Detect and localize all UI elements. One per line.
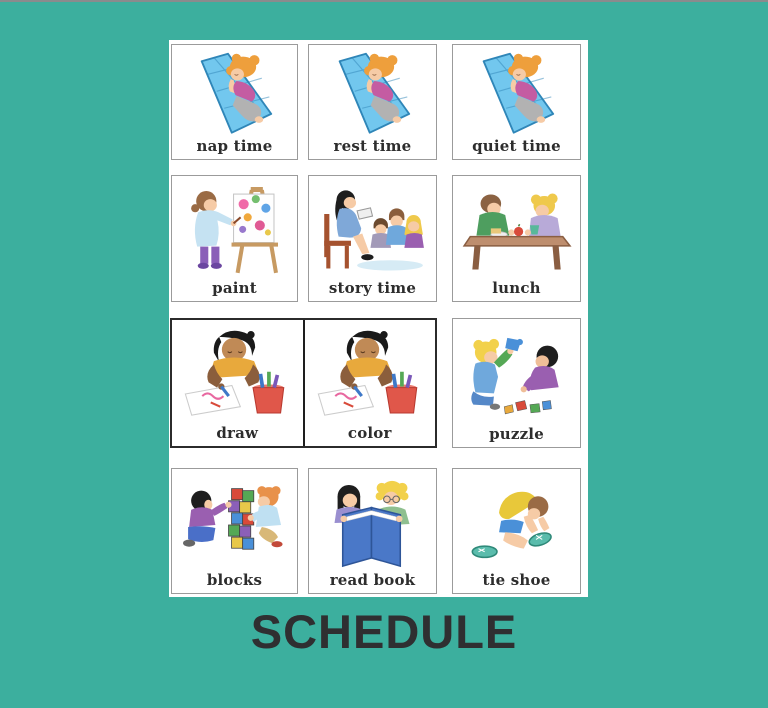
card-label: lunch xyxy=(492,279,541,297)
card-label: puzzle xyxy=(489,425,544,443)
page-title: SCHEDULE xyxy=(250,605,518,658)
card-puzzle xyxy=(452,318,581,448)
card-tie-shoe xyxy=(452,468,581,594)
card-label: story time xyxy=(328,279,417,297)
top-divider xyxy=(0,0,768,2)
card-draw xyxy=(172,320,305,446)
draw-illustration xyxy=(172,320,303,426)
story-time-illustration xyxy=(309,176,436,281)
card-label: nap time xyxy=(196,137,273,155)
schedule-sheet xyxy=(169,40,588,597)
color-illustration xyxy=(305,320,436,426)
card-label: quiet time xyxy=(472,137,561,155)
card-blocks xyxy=(171,468,298,594)
card-label: tie shoe xyxy=(482,571,551,589)
blocks-illustration xyxy=(172,469,297,573)
card-paint xyxy=(171,175,298,302)
paint-illustration xyxy=(172,176,297,281)
card-label: color xyxy=(347,424,392,442)
quiet-time-illustration xyxy=(453,45,580,139)
card-label: draw xyxy=(216,424,259,442)
card-nap-time xyxy=(171,44,298,160)
read-book-illustration xyxy=(309,469,436,573)
rest-time-illustration xyxy=(309,45,436,139)
nap-time-illustration xyxy=(172,45,297,139)
card-label: read book xyxy=(329,571,416,589)
card-quiet-time xyxy=(452,44,581,160)
card-label: paint xyxy=(212,279,257,297)
card-label: blocks xyxy=(206,571,263,589)
tie-shoe-illustration xyxy=(453,469,580,573)
card-read-book xyxy=(308,468,437,594)
card-color xyxy=(305,320,436,446)
card-label: rest time xyxy=(333,137,412,155)
card-draw-color-merged xyxy=(170,318,437,448)
puzzle-illustration xyxy=(453,319,580,427)
card-lunch xyxy=(452,175,581,302)
lunch-illustration xyxy=(453,176,580,281)
card-story-time xyxy=(308,175,437,302)
card-rest-time xyxy=(308,44,437,160)
